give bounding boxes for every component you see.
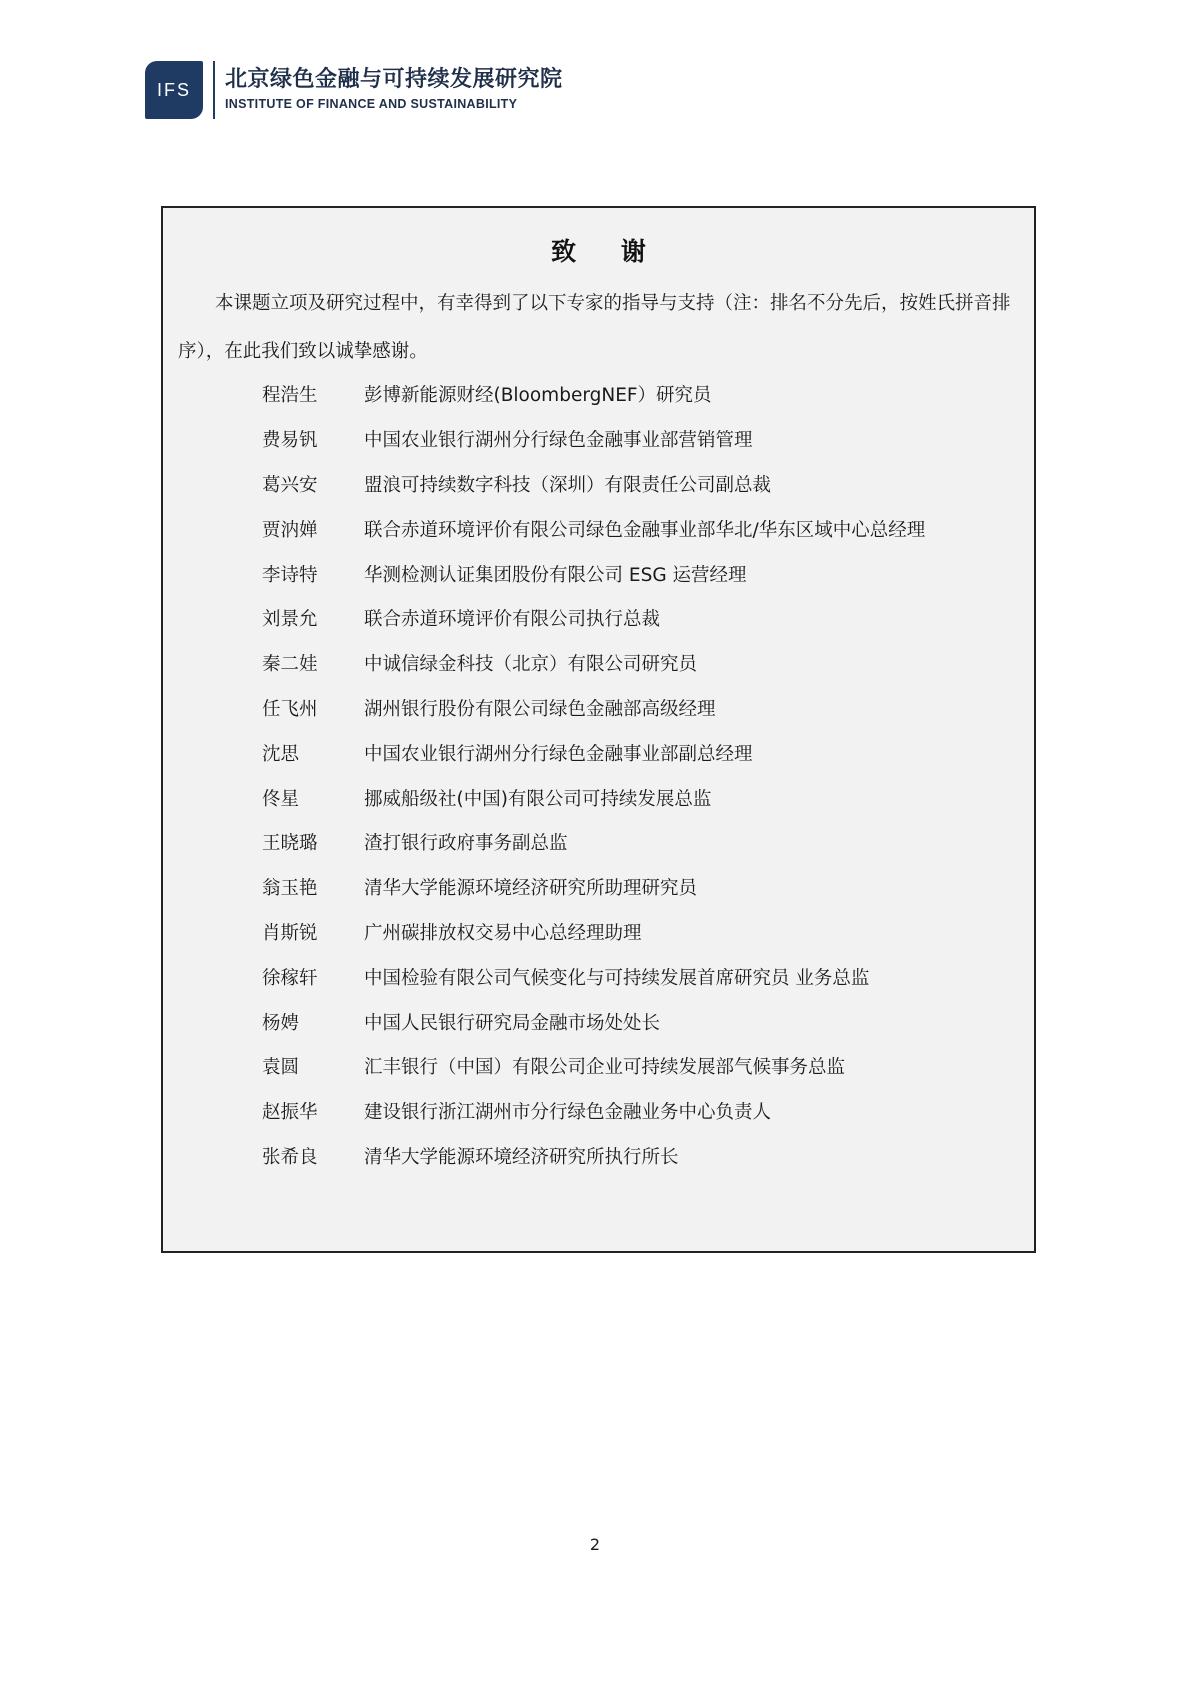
expert-name: 佟星 [262, 788, 300, 810]
header [145, 60, 563, 120]
org-name-en: INSTITUTE OF FINANCE AND SUSTAINABILITY [225, 97, 518, 111]
expert-name: 秦二娃 [262, 654, 318, 676]
acknowledgement-row [163, 372, 1034, 417]
expert-name: 贾汭婵 [262, 519, 318, 541]
expert-affiliation: 清华大学能源环境经济研究所助理研究员 [364, 878, 698, 900]
svg-text:IFS: IFS [156, 80, 192, 100]
expert-affiliation: 华测检测认证集团股份有限公司 ESG 运营经理 [364, 564, 747, 586]
acknowledgement-row [163, 910, 1034, 955]
acknowledgement-row [163, 865, 1034, 910]
expert-affiliation: 中国农业银行湖州分行绿色金融事业部副总经理 [364, 743, 753, 765]
expert-name: 张希良 [262, 1146, 318, 1168]
expert-name: 翁玉艳 [262, 878, 318, 900]
expert-affiliation: 联合赤道环境评价有限公司执行总裁 [364, 609, 661, 631]
expert-name: 王晓璐 [262, 833, 318, 855]
ifs-logo-lettering [152, 79, 196, 101]
ifs-logo-icon [145, 61, 203, 119]
acknowledgement-row [163, 999, 1034, 1044]
expert-name: 赵振华 [262, 1102, 318, 1124]
expert-name: 肖斯锐 [262, 922, 318, 944]
acknowledgement-row [163, 596, 1034, 641]
acknowledgement-list [163, 372, 1034, 1178]
expert-name: 杨娉 [262, 1012, 300, 1034]
acknowledgement-row [163, 730, 1034, 775]
page-number: 2 [589, 1535, 601, 1554]
acknowledgement-row [163, 506, 1034, 551]
expert-affiliation: 盟浪可持续数字科技（深圳）有限责任公司副总裁 [364, 474, 772, 496]
acknowledgement-row [163, 1089, 1034, 1134]
section-title: 致 谢 [551, 237, 664, 266]
expert-name: 程浩生 [262, 385, 318, 407]
expert-affiliation: 汇丰银行（中国）有限公司企业可持续发展部气候事务总监 [364, 1057, 846, 1079]
expert-affiliation: 渣打银行政府事务副总监 [364, 833, 568, 855]
expert-affiliation: 清华大学能源环境经济研究所执行所长 [364, 1146, 679, 1168]
expert-name: 徐稼轩 [262, 967, 318, 989]
expert-affiliation: 联合赤道环境评价有限公司绿色金融事业部华北/华东区域中心总经理 [364, 519, 926, 541]
expert-name: 葛兴安 [262, 474, 318, 496]
expert-affiliation: 彭博新能源财经(BloombergNEF）研究员 [364, 385, 712, 407]
expert-affiliation: 中国农业银行湖州分行绿色金融事业部营销管理 [364, 430, 753, 452]
acknowledgement-row [163, 1044, 1034, 1089]
expert-name: 刘景允 [262, 609, 318, 631]
expert-name: 袁圆 [262, 1057, 300, 1079]
acknowledgement-row [163, 820, 1034, 865]
acknowledgement-box [161, 206, 1036, 1253]
org-name-block [225, 66, 563, 114]
expert-name: 沈思 [262, 743, 300, 765]
expert-name: 李诗特 [262, 564, 318, 586]
expert-affiliation: 建设银行浙江湖州市分行绿色金融业务中心负责人 [364, 1102, 772, 1124]
acknowledgement-row [163, 775, 1034, 820]
acknowledgement-row [163, 551, 1034, 596]
expert-name: 任飞州 [262, 698, 318, 720]
logo-divider [213, 61, 215, 119]
expert-name: 费易钒 [262, 430, 318, 452]
acknowledgement-row [163, 954, 1034, 999]
intro-paragraph: 本课题立项及研究过程中，有幸得到了以下专家的指导与支持（注：排名不分先后，按姓氏拼音排序），在此我们致以诚挚感谢。 [178, 293, 1011, 362]
acknowledgement-row [163, 417, 1034, 462]
expert-affiliation: 中国检验有限公司气候变化与可持续发展首席研究员 业务总监 [364, 967, 870, 989]
acknowledgement-row [163, 462, 1034, 507]
acknowledgement-row [163, 686, 1034, 731]
acknowledgement-row [163, 1134, 1034, 1179]
expert-affiliation: 挪威船级社(中国)有限公司可持续发展总监 [364, 788, 712, 810]
acknowledgement-row [163, 641, 1034, 686]
expert-affiliation: 湖州银行股份有限公司绿色金融部高级经理 [364, 698, 716, 720]
expert-affiliation: 广州碳排放权交易中心总经理助理 [364, 922, 642, 944]
expert-affiliation: 中国人民银行研究局金融市场处处长 [364, 1012, 661, 1034]
expert-affiliation: 中诚信绿金科技（北京）有限公司研究员 [364, 654, 698, 676]
org-name-cn: 北京绿色金融与可持续发展研究院 [225, 67, 563, 92]
